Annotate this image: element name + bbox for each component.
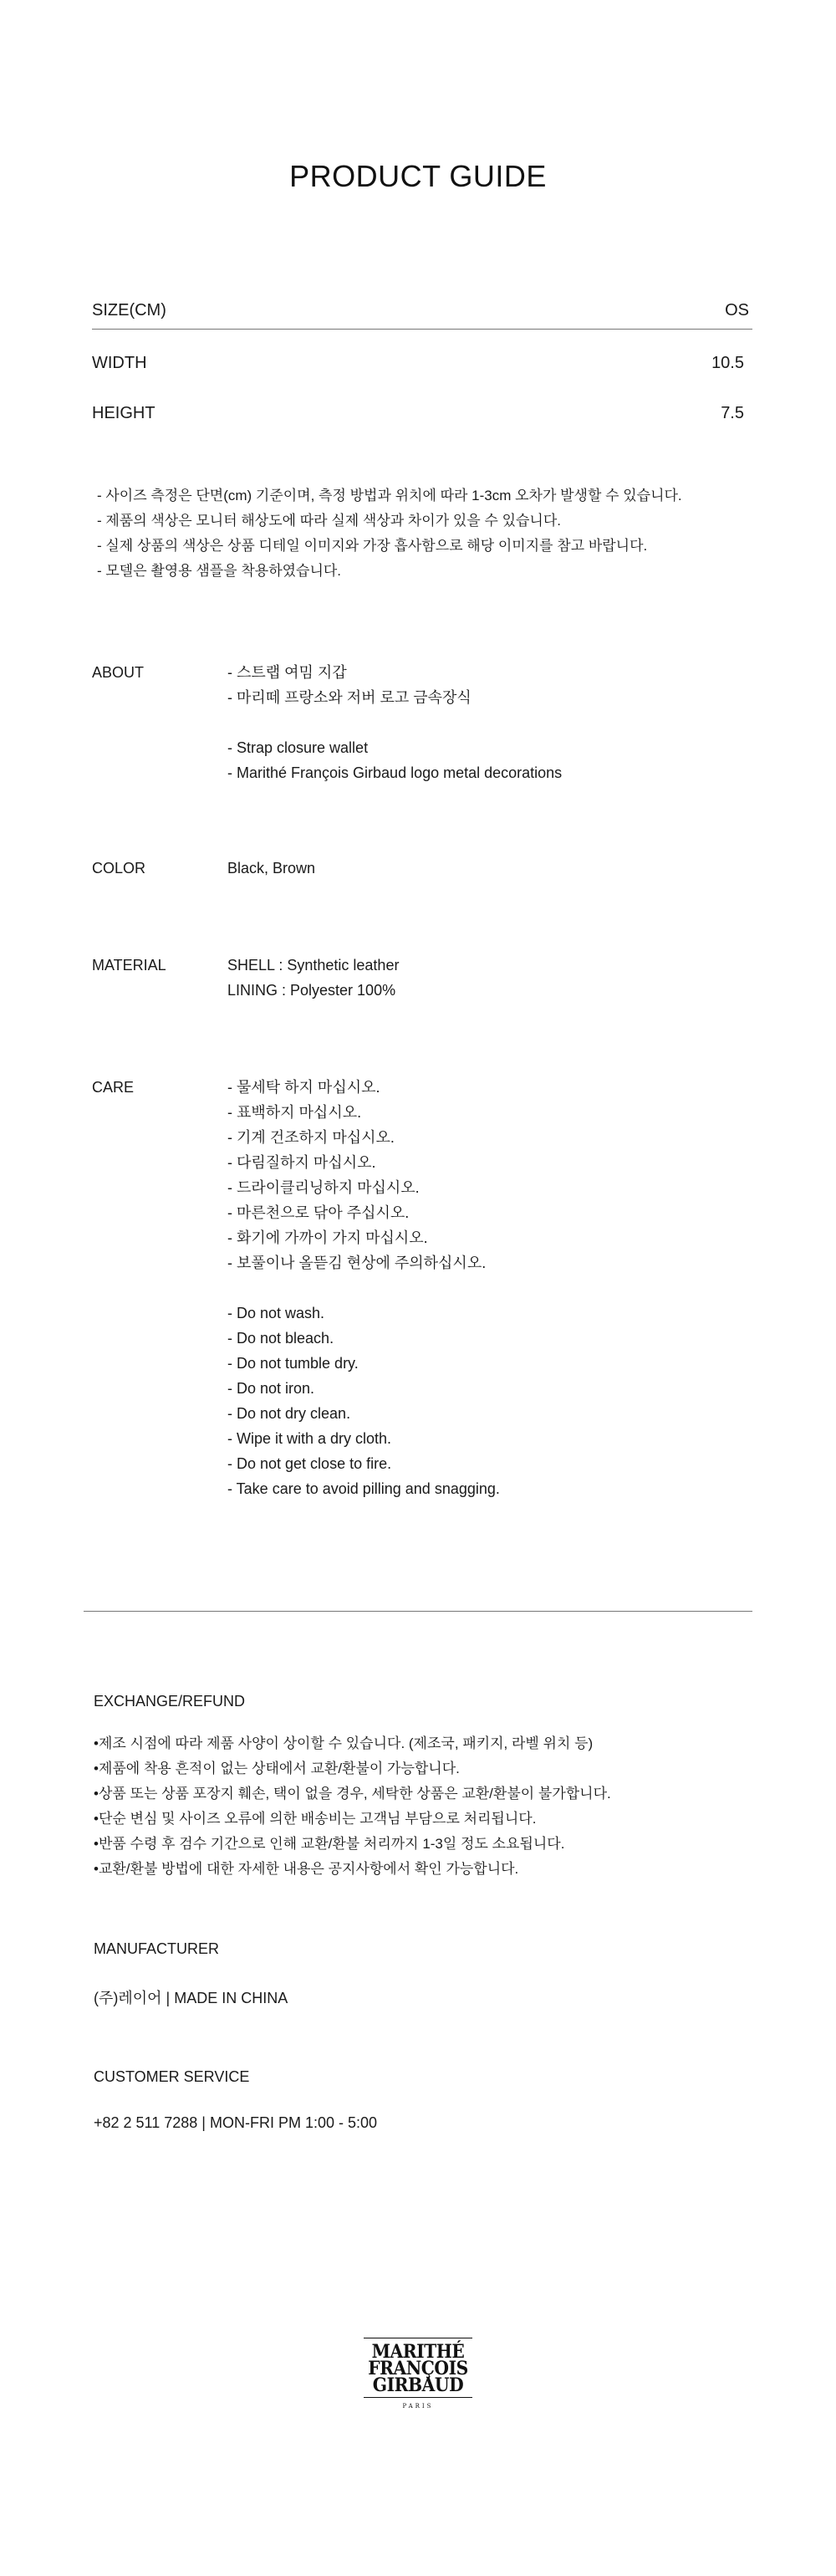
care-line: - 마른천으로 닦아 주십시오. bbox=[227, 1204, 410, 1221]
logo-line: MARITHÉ bbox=[371, 2341, 465, 2363]
exchange-list bbox=[94, 1731, 611, 1882]
exchange-title: EXCHANGE/REFUND bbox=[94, 1693, 246, 1710]
size-notes bbox=[97, 483, 682, 584]
care-line: - Do not wash. bbox=[227, 1305, 325, 1321]
logo-line: FRANÇOIS bbox=[368, 2358, 468, 2379]
size-row-value: 7.5 bbox=[721, 403, 744, 422]
care-line: - Wipe it with a dry cloth. bbox=[227, 1430, 392, 1447]
size-header-label: SIZE(CM) bbox=[92, 301, 166, 319]
care-line: - Do not get close to fire. bbox=[227, 1455, 392, 1472]
care-line: - 물세탁 하지 마십시오. bbox=[227, 1079, 380, 1096]
size-note: - 실제 상품의 색상은 상품 디테일 이미지와 가장 흡사함으로 해당 이미지를 참고 바랍니다. bbox=[97, 538, 648, 554]
material-label: MATERIAL bbox=[92, 957, 166, 974]
size-row-width bbox=[92, 338, 752, 388]
about-label: ABOUT bbox=[92, 664, 145, 681]
manufacturer-value: (주)레이어 | MADE IN CHINA bbox=[94, 1990, 288, 2006]
care-line: - Take care to avoid pilling and snagging. bbox=[227, 1480, 500, 1497]
care-section bbox=[92, 1075, 752, 1501]
section-divider bbox=[84, 1611, 752, 1612]
exchange-item: •제품에 착용 흔적이 없는 상태에서 교환/환불이 가능합니다. bbox=[94, 1761, 460, 1776]
care-line: - 다림질하지 마십시오. bbox=[227, 1154, 376, 1171]
exchange-item: •상품 또는 상품 포장지 훼손, 택이 없을 경우, 세탁한 상품은 교환/환불이 불가합니다. bbox=[94, 1786, 611, 1802]
size-table bbox=[92, 293, 752, 438]
about-line: - 마리떼 프랑소와 저버 로고 금속장식 bbox=[227, 689, 472, 706]
customer-service-value: +82 2 511 7288 | MON-FRI PM 1:00 - 5:00 bbox=[94, 2114, 378, 2131]
size-note: - 사이즈 측정은 단면(cm) 기준이며, 측정 방법과 위치에 따라 1-3cm 오차가 발생할 수 있습니다. bbox=[97, 488, 682, 503]
about-section bbox=[92, 660, 752, 785]
exchange-item: •교환/환불 방법에 대한 자세한 내용은 공지사항에서 확인 가능합니다. bbox=[94, 1861, 519, 1877]
about-line: - Marithé François Girbaud logo metal decorations bbox=[227, 764, 563, 781]
care-line: - 기계 건조하지 마십시오. bbox=[227, 1129, 395, 1146]
care-line: - 화기에 가까이 가지 마십시오. bbox=[227, 1229, 428, 1246]
size-header-value: OS bbox=[725, 301, 749, 319]
size-row-label: HEIGHT bbox=[92, 403, 155, 422]
about-line: - 스트랩 여밈 지갑 bbox=[227, 664, 347, 681]
size-row-value: 10.5 bbox=[711, 353, 744, 372]
about-line: - Strap closure wallet bbox=[227, 739, 369, 756]
size-note: - 제품의 색상은 모니터 해상도에 따라 실제 색상과 차이가 있을 수 있습니다. bbox=[97, 513, 561, 529]
care-line: - Do not iron. bbox=[227, 1380, 315, 1397]
exchange-item: •단순 변심 및 사이즈 오류에 의한 배송비는 고객님 부담으로 처리됩니다. bbox=[94, 1811, 537, 1827]
size-table-header bbox=[92, 293, 752, 330]
care-line: - Do not dry clean. bbox=[227, 1405, 351, 1422]
material-line: LINING : Polyester 100% bbox=[227, 982, 396, 999]
material-section bbox=[92, 953, 752, 1003]
care-line: - 표백하지 마십시오. bbox=[227, 1104, 362, 1121]
manufacturer-title: MANUFACTURER bbox=[94, 1940, 220, 1957]
care-label: CARE bbox=[92, 1079, 135, 1096]
exchange-item: •제조 시점에 따라 제품 사양이 상이할 수 있습니다. (제조국, 패키지, 라벨 위치 등) bbox=[94, 1735, 594, 1751]
color-label: COLOR bbox=[92, 860, 146, 877]
size-row-height bbox=[92, 388, 752, 438]
exchange-item: •반품 수령 후 검수 기간으로 인해 교환/환불 처리까지 1-3일 정도 소요됩니다. bbox=[94, 1836, 565, 1852]
care-line: - Do not tumble dry. bbox=[227, 1355, 359, 1372]
care-line: - Do not bleach. bbox=[227, 1330, 334, 1347]
logo-city: PARIS bbox=[402, 2403, 434, 2410]
care-line: - 보풀이나 올뜯김 현상에 주의하십시오. bbox=[227, 1255, 487, 1271]
care-line: - 드라이클리닝하지 마십시오. bbox=[227, 1179, 420, 1196]
customer-service-title: CUSTOMER SERVICE bbox=[94, 2068, 250, 2085]
color-section bbox=[92, 856, 752, 881]
color-value: Black, Brown bbox=[227, 860, 316, 877]
brand-logo bbox=[364, 2338, 472, 2410]
page-title: PRODUCT GUIDE bbox=[289, 159, 547, 193]
size-note: - 모델은 촬영용 샘플을 착용하였습니다. bbox=[97, 563, 342, 579]
material-line: SHELL : Synthetic leather bbox=[227, 957, 400, 974]
size-row-label: WIDTH bbox=[92, 353, 147, 372]
logo-line: GIRBAUD bbox=[372, 2374, 464, 2396]
